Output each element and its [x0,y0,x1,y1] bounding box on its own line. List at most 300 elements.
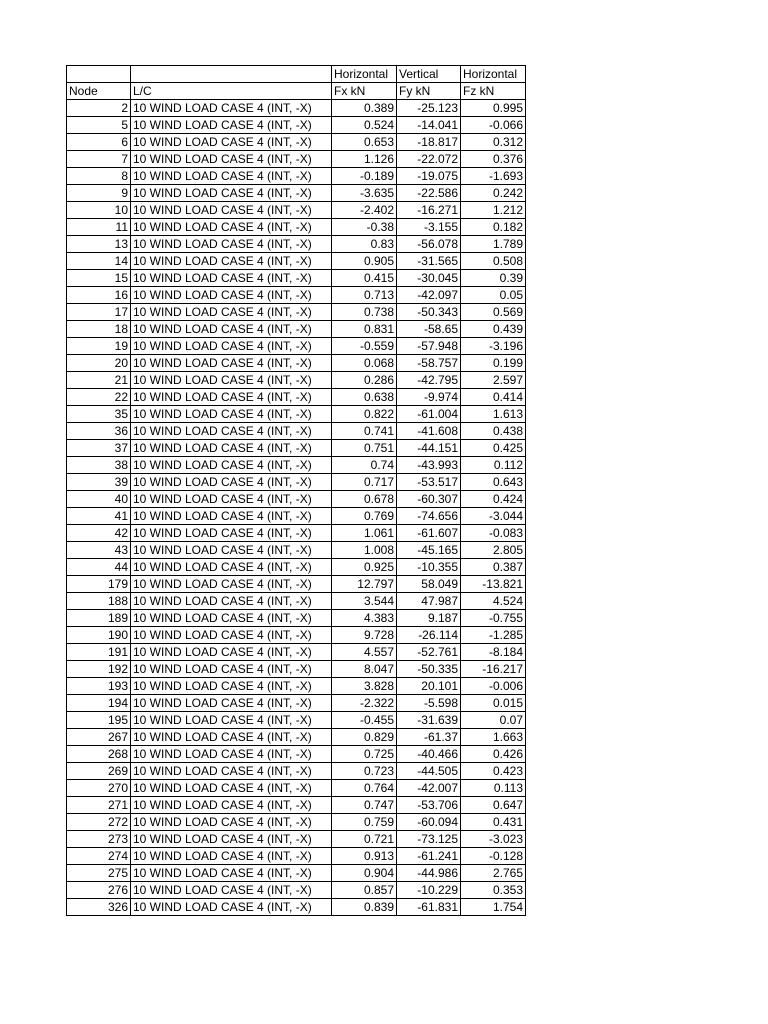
cell-fy: -61.831 [397,899,461,916]
cell-fx: -0.455 [332,712,397,729]
table-row [67,304,526,321]
cell-load-case: 10 WIND LOAD CASE 4 (INT, -X) [131,695,332,712]
table-row [67,814,526,831]
cell-load-case: 10 WIND LOAD CASE 4 (INT, -X) [131,763,332,780]
cell-load-case: 10 WIND LOAD CASE 4 (INT, -X) [131,236,332,253]
cell-node: 267 [67,729,131,746]
cell-fz: -3.044 [461,508,526,525]
table-row [67,423,526,440]
cell-fz: 0.387 [461,559,526,576]
header-lc: L/C [131,83,332,100]
cell-fx: 0.747 [332,797,397,814]
cell-load-case: 10 WIND LOAD CASE 4 (INT, -X) [131,814,332,831]
header-fy: Fy kN [397,83,461,100]
table-row [67,219,526,236]
cell-node: 273 [67,831,131,848]
cell-fy: -43.993 [397,457,461,474]
cell-fx: 0.723 [332,763,397,780]
cell-fy: -74.656 [397,508,461,525]
cell-fx: -0.189 [332,168,397,185]
cell-fx: 0.725 [332,746,397,763]
cell-fy: -50.343 [397,304,461,321]
table-row [67,610,526,627]
header-fx: Fx kN [332,83,397,100]
cell-fx: 0.524 [332,117,397,134]
cell-fx: 0.74 [332,457,397,474]
cell-fy: -44.151 [397,440,461,457]
table-row [67,457,526,474]
cell-fy: -44.505 [397,763,461,780]
cell-fz: 0.39 [461,270,526,287]
cell-node: 269 [67,763,131,780]
table-row [67,253,526,270]
cell-load-case: 10 WIND LOAD CASE 4 (INT, -X) [131,355,332,372]
cell-fy: -3.155 [397,219,461,236]
cell-fx: 0.83 [332,236,397,253]
cell-fy: -31.639 [397,712,461,729]
cell-fy: -10.229 [397,882,461,899]
table-row [67,831,526,848]
cell-fx: 0.286 [332,372,397,389]
cell-fz: 0.353 [461,882,526,899]
cell-fz: 0.647 [461,797,526,814]
table-row [67,678,526,695]
cell-fx: 0.913 [332,848,397,865]
cell-load-case: 10 WIND LOAD CASE 4 (INT, -X) [131,678,332,695]
table-row [67,746,526,763]
cell-node: 2 [67,100,131,117]
cell-load-case: 10 WIND LOAD CASE 4 (INT, -X) [131,389,332,406]
cell-fy: -26.114 [397,627,461,644]
cell-fx: -0.559 [332,338,397,355]
cell-load-case: 10 WIND LOAD CASE 4 (INT, -X) [131,423,332,440]
cell-load-case: 10 WIND LOAD CASE 4 (INT, -X) [131,406,332,423]
table-row [67,168,526,185]
cell-fz: 0.199 [461,355,526,372]
cell-fy: -58.757 [397,355,461,372]
cell-node: 193 [67,678,131,695]
table-row [67,236,526,253]
cell-fz: 0.113 [461,780,526,797]
cell-load-case: 10 WIND LOAD CASE 4 (INT, -X) [131,100,332,117]
table-row [67,899,526,916]
cell-fx: 0.829 [332,729,397,746]
cell-fz: -0.128 [461,848,526,865]
cell-fz: -0.066 [461,117,526,134]
cell-fz: 0.569 [461,304,526,321]
cell-fx: 0.904 [332,865,397,882]
table-row [67,695,526,712]
cell-node: 16 [67,287,131,304]
cell-load-case: 10 WIND LOAD CASE 4 (INT, -X) [131,899,332,916]
table-row [67,882,526,899]
cell-node: 190 [67,627,131,644]
cell-node: 275 [67,865,131,882]
cell-fy: -22.586 [397,185,461,202]
cell-node: 43 [67,542,131,559]
cell-fy: -73.125 [397,831,461,848]
cell-node: 41 [67,508,131,525]
cell-fz: -16.217 [461,661,526,678]
table-row [67,134,526,151]
cell-load-case: 10 WIND LOAD CASE 4 (INT, -X) [131,202,332,219]
table-row [67,780,526,797]
cell-fx: 0.822 [332,406,397,423]
table-row [67,542,526,559]
cell-load-case: 10 WIND LOAD CASE 4 (INT, -X) [131,185,332,202]
table-row [67,627,526,644]
cell-fx: 3.544 [332,593,397,610]
cell-node: 326 [67,899,131,916]
cell-fz: 0.643 [461,474,526,491]
header-lc-top [131,66,332,83]
cell-fy: 20.101 [397,678,461,695]
cell-fz: -0.083 [461,525,526,542]
cell-fx: 0.751 [332,440,397,457]
table-row [67,576,526,593]
cell-fz: 0.376 [461,151,526,168]
table-row [67,559,526,576]
cell-fx: 0.769 [332,508,397,525]
table-row [67,117,526,134]
cell-node: 36 [67,423,131,440]
cell-load-case: 10 WIND LOAD CASE 4 (INT, -X) [131,882,332,899]
cell-fy: -44.986 [397,865,461,882]
cell-fy: -14.041 [397,117,461,134]
table-row [67,389,526,406]
cell-load-case: 10 WIND LOAD CASE 4 (INT, -X) [131,491,332,508]
cell-fz: 1.613 [461,406,526,423]
cell-fz: 0.05 [461,287,526,304]
cell-fx: 1.061 [332,525,397,542]
cell-load-case: 10 WIND LOAD CASE 4 (INT, -X) [131,219,332,236]
cell-load-case: 10 WIND LOAD CASE 4 (INT, -X) [131,525,332,542]
cell-fy: 58.049 [397,576,461,593]
cell-node: 22 [67,389,131,406]
cell-node: 14 [67,253,131,270]
cell-load-case: 10 WIND LOAD CASE 4 (INT, -X) [131,661,332,678]
cell-fz: -0.006 [461,678,526,695]
cell-load-case: 10 WIND LOAD CASE 4 (INT, -X) [131,865,332,882]
cell-fy: -22.072 [397,151,461,168]
cell-load-case: 10 WIND LOAD CASE 4 (INT, -X) [131,593,332,610]
table-row [67,712,526,729]
cell-fz: -0.755 [461,610,526,627]
cell-fz: 0.312 [461,134,526,151]
cell-fy: -30.045 [397,270,461,287]
cell-node: 20 [67,355,131,372]
cell-fx: 0.738 [332,304,397,321]
table-row [67,661,526,678]
cell-load-case: 10 WIND LOAD CASE 4 (INT, -X) [131,508,332,525]
cell-fy: -41.608 [397,423,461,440]
cell-fz: -13.821 [461,576,526,593]
cell-fx: 0.925 [332,559,397,576]
cell-fz: -3.023 [461,831,526,848]
cell-fx: 0.759 [332,814,397,831]
cell-fx: 1.126 [332,151,397,168]
cell-fy: -18.817 [397,134,461,151]
cell-load-case: 10 WIND LOAD CASE 4 (INT, -X) [131,457,332,474]
cell-load-case: 10 WIND LOAD CASE 4 (INT, -X) [131,270,332,287]
cell-load-case: 10 WIND LOAD CASE 4 (INT, -X) [131,576,332,593]
cell-fx: 0.068 [332,355,397,372]
cell-node: 7 [67,151,131,168]
cell-load-case: 10 WIND LOAD CASE 4 (INT, -X) [131,168,332,185]
cell-fx: 0.764 [332,780,397,797]
cell-fy: -56.078 [397,236,461,253]
cell-fz: 2.597 [461,372,526,389]
cell-load-case: 10 WIND LOAD CASE 4 (INT, -X) [131,440,332,457]
cell-fx: -3.635 [332,185,397,202]
cell-load-case: 10 WIND LOAD CASE 4 (INT, -X) [131,559,332,576]
cell-fy: -42.097 [397,287,461,304]
cell-node: 194 [67,695,131,712]
cell-fx: 8.047 [332,661,397,678]
table-row [67,865,526,882]
cell-fx: 0.678 [332,491,397,508]
cell-fz: 1.789 [461,236,526,253]
table-row [67,355,526,372]
cell-node: 19 [67,338,131,355]
table-row [67,151,526,168]
cell-fy: -19.075 [397,168,461,185]
cell-fz: 0.424 [461,491,526,508]
cell-load-case: 10 WIND LOAD CASE 4 (INT, -X) [131,746,332,763]
cell-load-case: 10 WIND LOAD CASE 4 (INT, -X) [131,712,332,729]
cell-fy: -61.607 [397,525,461,542]
cell-fx: 4.383 [332,610,397,627]
cell-node: 195 [67,712,131,729]
cell-fz: -3.196 [461,338,526,355]
cell-fy: 9.187 [397,610,461,627]
cell-load-case: 10 WIND LOAD CASE 4 (INT, -X) [131,117,332,134]
cell-load-case: 10 WIND LOAD CASE 4 (INT, -X) [131,338,332,355]
cell-fy: -40.466 [397,746,461,763]
cell-node: 17 [67,304,131,321]
cell-fy: -45.165 [397,542,461,559]
table-row [67,321,526,338]
cell-load-case: 10 WIND LOAD CASE 4 (INT, -X) [131,848,332,865]
cell-node: 270 [67,780,131,797]
cell-load-case: 10 WIND LOAD CASE 4 (INT, -X) [131,780,332,797]
cell-fy: -50.335 [397,661,461,678]
table-row [67,644,526,661]
cell-fy: -57.948 [397,338,461,355]
cell-load-case: 10 WIND LOAD CASE 4 (INT, -X) [131,287,332,304]
cell-fy: -53.517 [397,474,461,491]
cell-node: 11 [67,219,131,236]
cell-fx: 0.741 [332,423,397,440]
cell-fz: 0.182 [461,219,526,236]
cell-node: 38 [67,457,131,474]
cell-node: 9 [67,185,131,202]
cell-fz: 4.524 [461,593,526,610]
cell-node: 274 [67,848,131,865]
cell-fz: 2.765 [461,865,526,882]
cell-load-case: 10 WIND LOAD CASE 4 (INT, -X) [131,729,332,746]
cell-fy: -25.123 [397,100,461,117]
table-row [67,202,526,219]
cell-fx: 0.415 [332,270,397,287]
cell-fx: -2.402 [332,202,397,219]
cell-fz: 0.995 [461,100,526,117]
cell-load-case: 10 WIND LOAD CASE 4 (INT, -X) [131,134,332,151]
cell-fy: -61.241 [397,848,461,865]
cell-fz: 0.07 [461,712,526,729]
cell-load-case: 10 WIND LOAD CASE 4 (INT, -X) [131,797,332,814]
table-row [67,729,526,746]
cell-fy: -60.094 [397,814,461,831]
cell-fy: -9.974 [397,389,461,406]
cell-fy: 47.987 [397,593,461,610]
header-fz: Fz kN [461,83,526,100]
cell-fx: 0.857 [332,882,397,899]
cell-node: 189 [67,610,131,627]
cell-fx: 4.557 [332,644,397,661]
cell-fz: -8.184 [461,644,526,661]
cell-node: 272 [67,814,131,831]
cell-fy: -61.004 [397,406,461,423]
cell-load-case: 10 WIND LOAD CASE 4 (INT, -X) [131,151,332,168]
cell-node: 191 [67,644,131,661]
cell-fz: 0.242 [461,185,526,202]
cell-fz: 1.212 [461,202,526,219]
cell-fx: 0.713 [332,287,397,304]
cell-fx: -0.38 [332,219,397,236]
cell-fy: -42.795 [397,372,461,389]
table-row [67,440,526,457]
cell-node: 188 [67,593,131,610]
cell-load-case: 10 WIND LOAD CASE 4 (INT, -X) [131,831,332,848]
table-row [67,372,526,389]
cell-fx: 9.728 [332,627,397,644]
header-row-2 [67,83,526,100]
table-row [67,406,526,423]
cell-load-case: 10 WIND LOAD CASE 4 (INT, -X) [131,321,332,338]
cell-fx: 0.638 [332,389,397,406]
cell-fx: 0.839 [332,899,397,916]
cell-fx: 0.653 [332,134,397,151]
cell-fy: -42.007 [397,780,461,797]
cell-fz: 1.754 [461,899,526,916]
cell-fz: -1.693 [461,168,526,185]
cell-node: 271 [67,797,131,814]
cell-fy: -10.355 [397,559,461,576]
cell-fy: -16.271 [397,202,461,219]
cell-load-case: 10 WIND LOAD CASE 4 (INT, -X) [131,627,332,644]
cell-node: 8 [67,168,131,185]
cell-node: 268 [67,746,131,763]
cell-fy: -60.307 [397,491,461,508]
cell-node: 276 [67,882,131,899]
cell-node: 13 [67,236,131,253]
cell-node: 5 [67,117,131,134]
cell-fz: 0.112 [461,457,526,474]
cell-node: 21 [67,372,131,389]
cell-fx: 3.828 [332,678,397,695]
cell-node: 18 [67,321,131,338]
cell-fx: 0.717 [332,474,397,491]
cell-fy: -53.706 [397,797,461,814]
cell-node: 42 [67,525,131,542]
cell-fy: -5.598 [397,695,461,712]
cell-node: 6 [67,134,131,151]
cell-node: 10 [67,202,131,219]
table-row [67,525,526,542]
cell-fy: -52.761 [397,644,461,661]
cell-fz: 0.423 [461,763,526,780]
cell-load-case: 10 WIND LOAD CASE 4 (INT, -X) [131,372,332,389]
cell-fz: 1.663 [461,729,526,746]
cell-fx: 12.797 [332,576,397,593]
header-fx-direction: Horizontal [332,66,397,83]
cell-load-case: 10 WIND LOAD CASE 4 (INT, -X) [131,610,332,627]
cell-node: 37 [67,440,131,457]
table-row [67,508,526,525]
cell-fz: 0.015 [461,695,526,712]
table-row [67,848,526,865]
cell-fz: 2.805 [461,542,526,559]
table-row [67,270,526,287]
table-row [67,491,526,508]
table-row [67,593,526,610]
header-node-top [67,66,131,83]
header-row-1 [67,66,526,83]
cell-fz: 0.414 [461,389,526,406]
cell-node: 192 [67,661,131,678]
cell-node: 179 [67,576,131,593]
cell-load-case: 10 WIND LOAD CASE 4 (INT, -X) [131,253,332,270]
cell-fy: -61.37 [397,729,461,746]
header-node: Node [67,83,131,100]
cell-fz: -1.285 [461,627,526,644]
cell-load-case: 10 WIND LOAD CASE 4 (INT, -X) [131,542,332,559]
table-row [67,287,526,304]
cell-node: 40 [67,491,131,508]
cell-fz: 0.425 [461,440,526,457]
table-body [67,66,526,916]
header-fy-direction: Vertical [397,66,461,83]
cell-node: 39 [67,474,131,491]
cell-load-case: 10 WIND LOAD CASE 4 (INT, -X) [131,644,332,661]
cell-fx: 0.389 [332,100,397,117]
cell-fz: 0.439 [461,321,526,338]
node-reaction-table [66,65,526,916]
cell-fz: 0.431 [461,814,526,831]
cell-fz: 0.426 [461,746,526,763]
cell-node: 44 [67,559,131,576]
header-fz-direction: Horizontal [461,66,526,83]
table-row [67,185,526,202]
table-row [67,100,526,117]
cell-fz: 0.508 [461,253,526,270]
cell-fy: -58.65 [397,321,461,338]
table-row [67,797,526,814]
cell-load-case: 10 WIND LOAD CASE 4 (INT, -X) [131,304,332,321]
cell-load-case: 10 WIND LOAD CASE 4 (INT, -X) [131,474,332,491]
table-row [67,474,526,491]
cell-fx: -2.322 [332,695,397,712]
table-row [67,338,526,355]
table-row [67,763,526,780]
cell-fx: 1.008 [332,542,397,559]
cell-fx: 0.831 [332,321,397,338]
cell-node: 35 [67,406,131,423]
cell-fy: -31.565 [397,253,461,270]
cell-fx: 0.905 [332,253,397,270]
cell-node: 15 [67,270,131,287]
